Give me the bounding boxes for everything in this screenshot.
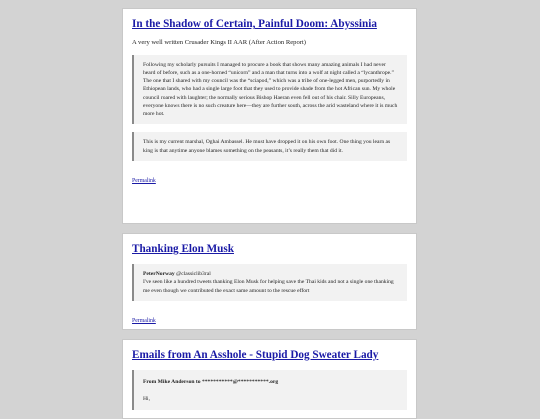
tweet-author-handle[interactable]: @classiclib3ral [176, 271, 211, 277]
post-title-link[interactable]: Emails from An Asshole - Stupid Dog Sweater Lady [132, 349, 379, 361]
post-title-link[interactable]: In the Shadow of Certain, Painful Doom: Abyssinia [132, 18, 377, 30]
permalink[interactable]: Permalink [132, 177, 156, 184]
email-from-line: From Mike Anderson to ***********@***********.org [143, 379, 279, 385]
post-card [122, 339, 417, 419]
post-card [122, 8, 417, 224]
embedded-tweet [132, 264, 407, 301]
tweet-text: I've seen like a hundred tweets thanking Elon Musk for helping save the Thai kids and not a single one thanking me even though we contributed the exact same amount to the rescue effort [143, 279, 394, 294]
post-subtitle: A very well written Crusader Kings II AAR (After Action Report) [132, 39, 306, 46]
post-card [122, 233, 417, 330]
quote-text: Following my scholarly pursuits I managed to procure a book that shows many amazing animals I had never heard of before, such as a one-horned “unicorn” and a man that turns into a wolf at night called a “lycanthrope.” The one that I shared with my council was the “sciapod,” which was a tribe of one-legged men, purportedly in Ethiopean lands, who had a single large foot that they used to provide shade from the hot African sun. My whole council roared with laughter; the normally serious Bishop Haeran even fell out of his chair. Silly Europeans, everyone knows there is no such creature here—they are further south, across the arid wasteland where it is much more hot. [143, 61, 398, 118]
permalink[interactable]: Permalink [132, 317, 156, 324]
tweet-author-name[interactable]: PeterNorway [143, 271, 175, 277]
block-quote [132, 132, 407, 161]
post-title-link[interactable]: Thanking Elon Musk [132, 243, 234, 255]
email-greeting: Hi, [143, 396, 150, 403]
block-quote [132, 55, 407, 125]
tweet-author [143, 270, 399, 278]
email-quote [132, 370, 407, 410]
quote-text: This is my current marshal, Oghai Ambassel. He must have dropped it on his own foot. One thing you learn as king is that anytime anyone blames something on the peasants, it’s really them that did it. [143, 139, 391, 154]
